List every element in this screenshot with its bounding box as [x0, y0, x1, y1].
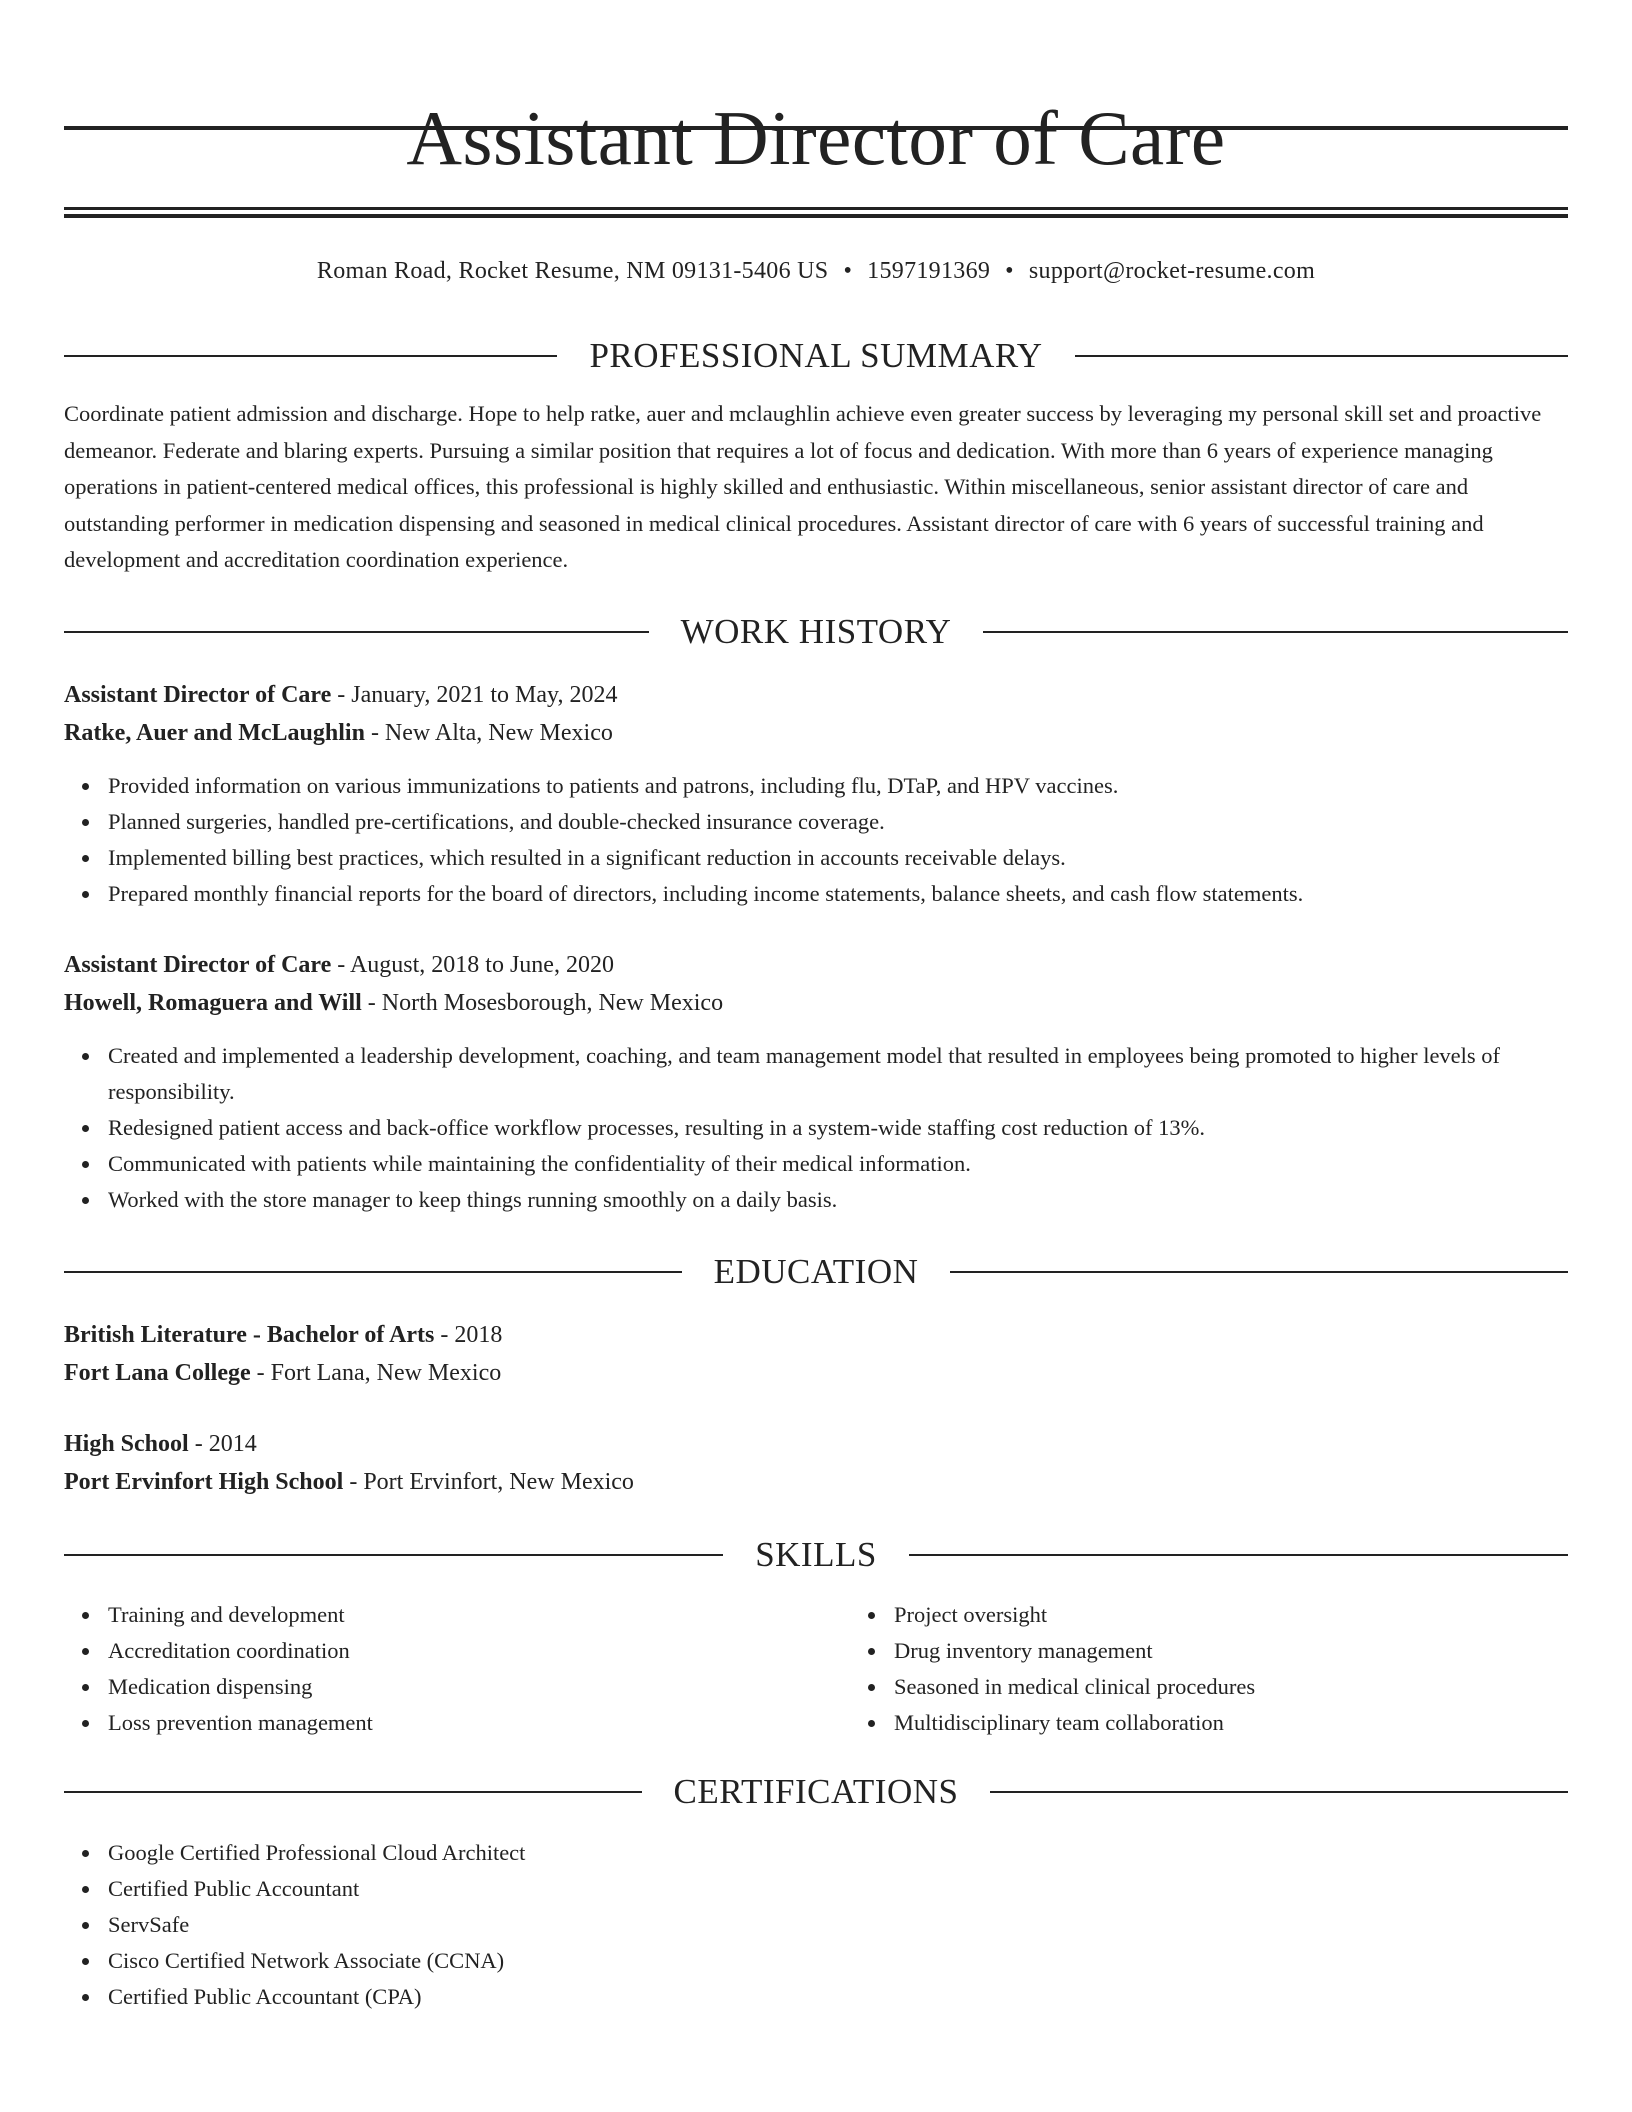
job-role: Assistant Director of Care	[64, 682, 332, 708]
divider-line	[950, 1271, 1568, 1273]
contact-separator: •	[843, 258, 853, 284]
divider-line	[909, 1554, 1568, 1556]
school-name: Port Ervinfort High School	[64, 1469, 344, 1495]
education-entry	[64, 1316, 1568, 1392]
school-location: - Port Ervinfort, New Mexico	[343, 1469, 634, 1495]
school-line	[64, 1354, 1568, 1392]
degree: High School	[64, 1431, 189, 1457]
section-header-summary	[64, 336, 1568, 376]
list-item: Provided information on various immunizations to patients and patrons, including flu, DTaP, and HPV vaccines.	[108, 768, 1568, 804]
section-title: WORK HISTORY	[680, 612, 952, 651]
list-item: Certified Public Accountant (CPA)	[108, 1979, 1612, 2015]
contact-line	[64, 256, 1568, 286]
divider-line	[64, 1791, 642, 1793]
list-item: Project oversight	[894, 1597, 1632, 1633]
list-item: Created and implemented a leadership development, coaching, and team management model that resulted in employees being promoted to higher levels of responsibility.	[108, 1038, 1568, 1110]
graduation-year: - 2018	[434, 1322, 503, 1348]
degree-line	[64, 1425, 1568, 1463]
list-item: Planned surgeries, handled pre-certifications, and double-checked insurance coverage.	[108, 804, 1568, 840]
contact-email: support@rocket-resume.com	[1028, 258, 1316, 284]
section-header-certifications	[64, 1772, 1568, 1812]
header-double-rule	[64, 207, 1568, 218]
list-item: Training and development	[108, 1597, 850, 1633]
section-header-education	[64, 1252, 1568, 1292]
contact-address: Roman Road, Rocket Resume, NM 09131-5406 US	[316, 258, 829, 284]
list-item: Google Certified Professional Cloud Architect	[108, 1835, 1612, 1871]
degree: British Literature - Bachelor of Arts	[64, 1322, 435, 1348]
divider-line	[64, 355, 557, 357]
list-item: Implemented billing best practices, which resulted in a significant reduction in accounts receivable delays.	[108, 840, 1568, 876]
certifications-list	[64, 1835, 1612, 2015]
list-item: Certified Public Accountant	[108, 1871, 1612, 1907]
list-item: Prepared monthly financial reports for the board of directors, including income statements, balance sheets, and cash flow statements.	[108, 876, 1568, 912]
list-item: Drug inventory management	[894, 1633, 1632, 1669]
job-location: - New Alta, New Mexico	[364, 720, 613, 746]
graduation-year: - 2014	[188, 1431, 257, 1457]
contact-phone: 1597191369	[867, 258, 991, 284]
skills-grid	[64, 1597, 1568, 1741]
job-company: Howell, Romaguera and Will	[64, 990, 362, 1016]
job-company: Ratke, Auer and McLaughlin	[64, 720, 365, 746]
list-item: ServSafe	[108, 1907, 1612, 1943]
degree-line	[64, 1316, 1568, 1354]
list-item: Seasoned in medical clinical procedures	[894, 1669, 1632, 1705]
list-item: Accreditation coordination	[108, 1633, 850, 1669]
section-title: SKILLS	[755, 1535, 877, 1574]
list-item: Redesigned patient access and back-office workflow processes, resulting in a system-wide staffing cost reduction of 13%.	[108, 1110, 1568, 1146]
list-item: Cisco Certified Network Associate (CCNA)	[108, 1943, 1612, 1979]
job-entry	[64, 946, 1568, 1218]
skills-list-left	[64, 1597, 850, 1741]
job-company-line	[64, 714, 1568, 752]
divider-line	[990, 1791, 1568, 1793]
list-item: Medication dispensing	[108, 1669, 850, 1705]
list-item: Worked with the store manager to keep things running smoothly on a daily basis.	[108, 1182, 1568, 1218]
school-name: Fort Lana College	[64, 1360, 251, 1386]
section-title: EDUCATION	[713, 1252, 919, 1291]
job-location: - North Mosesborough, New Mexico	[361, 990, 724, 1016]
job-title-line	[64, 946, 1568, 984]
section-title: PROFESSIONAL SUMMARY	[589, 336, 1043, 375]
school-location: - Fort Lana, New Mexico	[250, 1360, 502, 1386]
list-item: Communicated with patients while maintaining the confidentiality of their medical information.	[108, 1146, 1568, 1182]
job-title-line	[64, 676, 1568, 714]
job-bullets	[64, 768, 1568, 912]
divider-line	[64, 1554, 723, 1556]
divider-line	[983, 631, 1568, 633]
job-role: Assistant Director of Care	[64, 952, 332, 978]
contact-separator: •	[1005, 258, 1014, 284]
resume-name: Assistant Director of Care	[406, 95, 1226, 181]
section-header-work-history	[64, 612, 1568, 652]
divider-line	[64, 1271, 682, 1273]
job-company-line	[64, 984, 1568, 1022]
job-bullets	[64, 1038, 1568, 1218]
education-entry	[64, 1425, 1568, 1501]
list-item: Multidisciplinary team collaboration	[894, 1705, 1632, 1741]
school-line	[64, 1463, 1568, 1501]
skills-list-right	[850, 1597, 1632, 1741]
job-dates: - January, 2021 to May, 2024	[331, 682, 618, 708]
section-header-skills	[64, 1535, 1568, 1575]
list-item: Loss prevention management	[108, 1705, 850, 1741]
job-dates: - August, 2018 to June, 2020	[331, 952, 614, 978]
summary-text: Coordinate patient admission and discharge. Hope to help ratke, auer and mclaughlin achieve even greater success by leveraging my personal skill set and proactive demeanor. Federate and blaring experts. Pursuing a similar position that requires a lot of focus and dedication. With more than 6 years of experience managing operations in patient-centered medical offices, this professional is highly skilled and enthusiastic. Within miscellaneous, senior assistant director of care and outstanding performer in medication dispensing and seasoned in medical clinical procedures. Assistant director of care with 6 years of successful training and development and accreditation coordination experience.	[64, 401, 1542, 573]
divider-line	[1075, 355, 1568, 357]
divider-line	[64, 631, 649, 633]
section-title: CERTIFICATIONS	[673, 1772, 959, 1811]
job-entry	[64, 676, 1568, 912]
